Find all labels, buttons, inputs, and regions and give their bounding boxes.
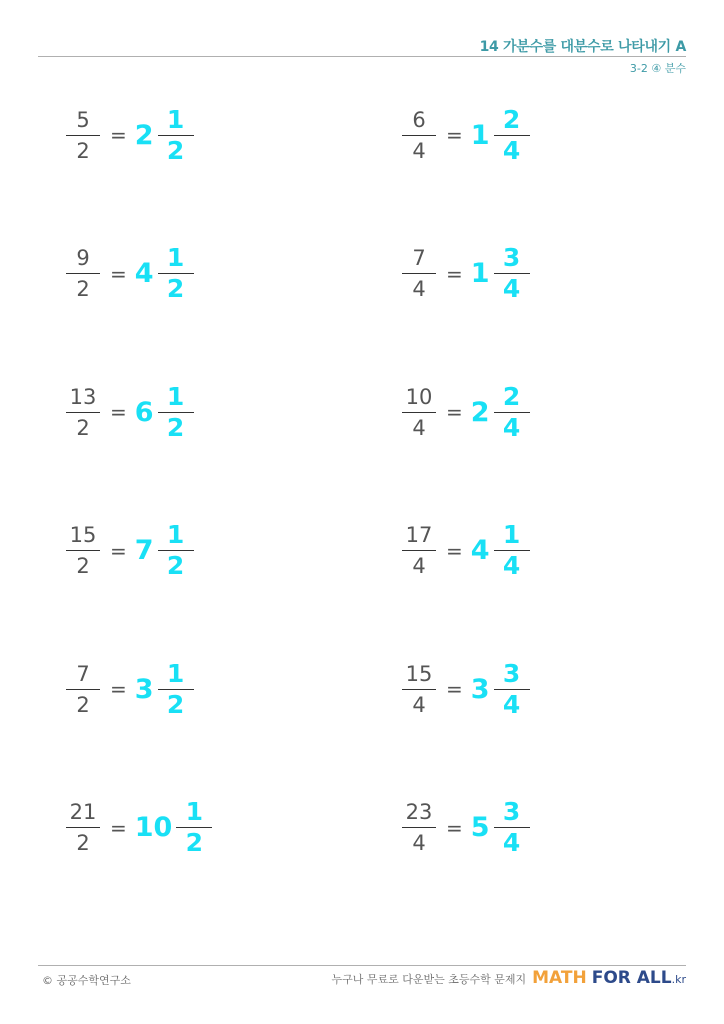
fraction-denominator: 2 [76, 692, 90, 717]
answer-denominator: 2 [166, 135, 185, 165]
brand-for-all: FOR ALL [591, 968, 672, 988]
fraction-denominator: 4 [412, 415, 426, 440]
improper-fraction [66, 661, 100, 718]
answer-whole-number: 3 [134, 673, 154, 705]
answer-numerator: 1 [166, 381, 185, 411]
fraction-bar [66, 135, 100, 136]
fraction-bar [402, 412, 436, 413]
fraction-bar [402, 273, 436, 274]
answer-fraction [494, 245, 530, 302]
fraction-bar [66, 550, 100, 551]
fraction-denominator: 2 [76, 831, 90, 855]
answer-denominator: 4 [502, 551, 521, 580]
answer-fraction [494, 799, 530, 856]
fraction-numerator: 10 [405, 384, 433, 409]
problem-item [402, 244, 530, 304]
problem-item [66, 659, 194, 719]
equals-sign: = [446, 538, 463, 563]
fraction-denominator: 2 [76, 554, 90, 578]
fraction-denominator: 4 [412, 554, 426, 578]
improper-fraction [66, 107, 100, 164]
fraction-denominator: 2 [76, 277, 90, 301]
answer-denominator: 4 [502, 412, 521, 442]
copyright-text: © 공공수학연구소 [42, 974, 131, 987]
answer-numerator: 1 [166, 658, 185, 688]
fraction-bar [66, 412, 100, 413]
fraction-bar [402, 135, 436, 136]
answer-fraction [176, 799, 212, 856]
answer-numerator: 3 [502, 243, 521, 272]
equals-sign: = [110, 123, 127, 147]
answer-whole-number: 1 [470, 258, 490, 289]
answer-numerator: 1 [502, 520, 521, 549]
equals-sign: = [110, 677, 127, 701]
fraction-denominator: 4 [412, 138, 426, 163]
answer-fraction [494, 104, 530, 165]
problem-item [402, 105, 530, 165]
equals-sign: = [110, 400, 127, 424]
answer-denominator: 4 [502, 274, 521, 303]
equals-sign: = [446, 261, 463, 286]
answer-numerator: 2 [502, 381, 521, 411]
answer-whole-number: 3 [470, 673, 490, 705]
worksheet-title: 14 가분수를 대분수로 나타내기 A [479, 39, 686, 55]
improper-fraction [66, 384, 100, 441]
fraction-numerator: 23 [405, 800, 433, 824]
answer-numerator: 1 [166, 520, 185, 549]
answer-denominator: 2 [166, 551, 185, 580]
answer-denominator: 2 [166, 274, 185, 303]
improper-fraction [402, 107, 436, 164]
fraction-denominator: 4 [412, 277, 426, 301]
improper-fraction [66, 522, 100, 579]
fraction-bar [402, 827, 436, 828]
answer-numerator: 1 [166, 104, 185, 134]
footer-divider [38, 965, 686, 966]
answer-denominator: 2 [166, 689, 185, 719]
fraction-numerator: 15 [69, 523, 97, 547]
improper-fraction [402, 661, 436, 718]
equals-sign: = [110, 261, 127, 286]
improper-fraction [402, 384, 436, 441]
fraction-denominator: 2 [76, 415, 90, 440]
problem-item [66, 244, 194, 304]
fraction-denominator: 4 [412, 692, 426, 717]
equals-sign: = [446, 815, 463, 840]
worksheet-subtitle: 3-2 ④ 분수 [629, 62, 686, 75]
fraction-denominator: 2 [76, 138, 90, 163]
fraction-denominator: 4 [412, 831, 426, 855]
problem-item [66, 521, 194, 581]
fraction-numerator: 5 [76, 107, 90, 132]
answer-denominator: 4 [502, 828, 521, 857]
answer-whole-number: 5 [470, 812, 490, 843]
problem-item [66, 382, 194, 442]
fraction-numerator: 7 [412, 246, 426, 270]
problem-item [402, 382, 530, 442]
equals-sign: = [446, 400, 463, 424]
answer-whole-number: 4 [134, 258, 154, 289]
fraction-numerator: 15 [405, 661, 433, 686]
fraction-numerator: 6 [412, 107, 426, 132]
answer-whole-number: 1 [470, 119, 490, 151]
answer-fraction [158, 104, 194, 165]
answer-fraction [158, 658, 194, 719]
answer-fraction [494, 381, 530, 442]
fraction-bar [66, 689, 100, 690]
equals-sign: = [446, 123, 463, 147]
equals-sign: = [446, 677, 463, 701]
fraction-bar [402, 550, 436, 551]
answer-numerator: 3 [502, 797, 521, 826]
improper-fraction [402, 522, 436, 579]
answer-fraction [494, 522, 530, 579]
improper-fraction [402, 799, 436, 856]
fraction-bar [66, 827, 100, 828]
answer-fraction [158, 381, 194, 442]
answer-fraction [494, 658, 530, 719]
improper-fraction [402, 245, 436, 302]
answer-fraction [158, 245, 194, 302]
problem-item [402, 521, 530, 581]
fraction-bar [402, 689, 436, 690]
answer-numerator: 1 [185, 797, 204, 826]
fraction-numerator: 21 [69, 800, 97, 824]
answer-numerator: 1 [166, 243, 185, 272]
answer-denominator: 4 [502, 135, 521, 165]
problem-item [66, 798, 212, 858]
answer-fraction [158, 522, 194, 579]
answer-whole-number: 7 [134, 535, 154, 566]
fraction-numerator: 17 [405, 523, 433, 547]
answer-whole-number: 4 [470, 535, 490, 566]
brand-math: MATH [532, 968, 587, 988]
answer-denominator: 2 [185, 828, 204, 857]
problem-item [66, 105, 194, 165]
answer-whole-number: 2 [134, 119, 154, 151]
answer-whole-number: 2 [470, 396, 490, 428]
answer-denominator: 2 [166, 412, 185, 442]
fraction-numerator: 9 [76, 246, 90, 270]
improper-fraction [66, 245, 100, 302]
answer-whole-number: 6 [134, 396, 154, 428]
fraction-numerator: 7 [76, 661, 90, 686]
problem-item [402, 659, 530, 719]
equals-sign: = [110, 538, 127, 563]
answer-denominator: 4 [502, 689, 521, 719]
improper-fraction [66, 799, 100, 856]
fraction-bar [66, 273, 100, 274]
footer-tagline: 누구나 무료로 다운받는 초등수학 문제지 [331, 973, 527, 986]
brand-kr: .kr [671, 973, 686, 986]
footer-brand [331, 968, 686, 988]
answer-whole-number: 10 [134, 812, 173, 843]
answer-numerator: 3 [502, 658, 521, 688]
answer-numerator: 2 [502, 104, 521, 134]
fraction-numerator: 13 [69, 384, 97, 409]
equals-sign: = [110, 815, 127, 840]
problem-item [402, 798, 530, 858]
